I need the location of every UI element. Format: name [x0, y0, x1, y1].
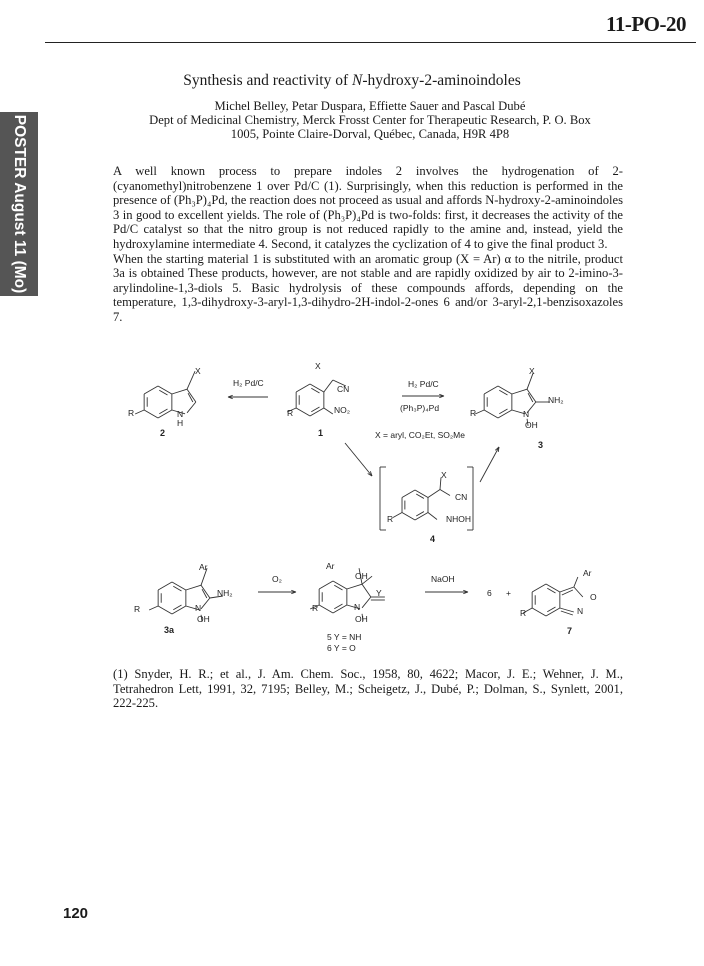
ring-bond	[546, 584, 560, 592]
double-bond	[311, 388, 319, 393]
bond	[362, 584, 371, 597]
c3-x: X	[529, 366, 535, 376]
ring-bond	[333, 605, 347, 613]
c7-ar: Ar	[583, 568, 592, 578]
bond	[347, 605, 360, 609]
bond	[201, 585, 210, 598]
c2-h: H	[177, 418, 184, 428]
double-bond	[561, 611, 573, 615]
c2-label: 2	[160, 428, 166, 438]
double-bond	[159, 409, 167, 414]
bond	[560, 608, 574, 612]
ring-bond	[158, 606, 172, 614]
ring-bond	[333, 581, 347, 589]
ring-bond	[319, 581, 333, 589]
x-definition: X = aryl, CO₂Et, SO₂Me	[375, 430, 465, 440]
double-bond	[159, 390, 167, 395]
ring-bond	[144, 410, 158, 418]
ring-bond	[546, 608, 560, 616]
bond	[186, 585, 201, 590]
ring-bond	[158, 410, 172, 418]
c6-label: 6 Y = O	[327, 643, 356, 653]
c1-no2: NO₂	[334, 405, 351, 415]
c3-oh: OH	[525, 420, 538, 430]
ring-bond	[296, 408, 310, 416]
reference-1: (1) Snyder, H. R.; et al., J. Am. Chem. Soc., 1958, 80, 4622; Macor, J. E.; Wehner, J. M., Tetrahedron Lett, 1991, 32, 7195; Belley, M.; Scheigetz, J., Dubé, P.; Dolman, S., Synlett, 2001, 222-225.	[113, 667, 623, 711]
c4-x: X	[441, 470, 447, 480]
bond	[172, 410, 185, 414]
double-bond	[528, 393, 533, 402]
c1-r: R	[287, 408, 294, 418]
double-bond	[499, 409, 507, 414]
bond	[362, 614, 363, 621]
c3-r: R	[470, 408, 477, 418]
c5-y: Y	[376, 588, 382, 598]
c4-cn: CN	[455, 492, 468, 502]
c1-cn: CN	[337, 384, 350, 394]
c7-r: R	[520, 608, 527, 618]
ring-bond	[484, 386, 498, 394]
ring-bond	[415, 490, 428, 498]
bond	[186, 606, 199, 610]
ring-bond	[415, 513, 428, 521]
ring-bond	[498, 386, 512, 394]
bond	[172, 389, 187, 394]
c1-x: X	[315, 361, 321, 371]
c3a-oh: OH	[197, 614, 210, 624]
author-names: Michel Belley, Petar Duspara, Effiette Sauer and Pascal Dubé	[214, 99, 526, 113]
bond	[333, 380, 346, 386]
arrow-right-top: H₂ Pd/C	[408, 379, 439, 389]
ring-bond	[158, 386, 172, 394]
c3a-n: N	[195, 603, 202, 613]
arrow-head	[228, 397, 233, 399]
bond	[527, 419, 528, 426]
bond	[362, 576, 372, 584]
bond	[324, 408, 333, 414]
bond	[187, 402, 196, 413]
arrow-head	[370, 471, 372, 476]
arrow-head	[291, 592, 296, 594]
bond	[359, 568, 362, 584]
bond	[512, 410, 525, 414]
session-tab	[0, 112, 38, 296]
arrow-head	[228, 395, 233, 397]
c3-label: 3	[538, 440, 544, 450]
bond	[440, 478, 441, 490]
bond	[560, 587, 574, 592]
double-bond	[547, 607, 555, 612]
c3a-ar: Ar	[199, 562, 208, 572]
arrow-head	[495, 447, 499, 450]
affiliation-line-1: Dept of Medicinal Chemistry, Merck Frosst Center for Therapeutic Research, P. O. Box	[149, 112, 591, 127]
bond	[428, 490, 440, 498]
c3a-r: R	[134, 604, 141, 614]
r-bond	[310, 605, 319, 609]
ring-bond	[319, 605, 333, 613]
arrow-head	[291, 590, 296, 592]
bond	[187, 371, 195, 389]
abstract-body	[113, 164, 623, 325]
arrow-left-label: H₂ Pd/C	[233, 378, 264, 388]
c4-label: 4	[430, 534, 436, 544]
bond	[362, 597, 371, 608]
double-bond	[416, 494, 424, 498]
bond	[527, 373, 533, 389]
title-text-end: -hydroxy-2-aminoindoles	[362, 72, 521, 89]
c2-r: R	[128, 408, 135, 418]
arrow-right-bottom: (Ph₃P)₄Pd	[400, 403, 440, 413]
reaction-arrow	[345, 443, 372, 476]
bond	[574, 577, 578, 587]
double-bond	[188, 393, 193, 402]
ring-bond	[296, 384, 310, 392]
ring-bond	[498, 410, 512, 418]
paragraph: A well known process to prepare indoles 2 involves the hydrogenation of 2-(cyanomethyl)nitrobenzene 1 over Pd/C (1). Surprisingly, when this reduction is performed in the presence of (Ph₃P)₄Pd, the reaction does not proceed as usual and affords N-hydroxy-2-aminoindoles 3 in good to excellent yields. The role of (Ph₃P)₄Pd is two-folds: first, it decreases the activity of the Pd/C catalyst so that the nitro group is not reduced rapidly to the amine and, instead, yield the hydroxylamine intermediate 4. Second, it catalyzes the cyclization of 4 to give the final product 3.	[113, 164, 623, 251]
bond	[523, 608, 532, 613]
r-bond	[149, 606, 158, 610]
bond	[347, 584, 362, 589]
ring-bond	[172, 582, 186, 590]
c5-n: N	[354, 602, 361, 612]
ring-bond	[158, 582, 172, 590]
c2-x: X	[195, 366, 201, 376]
c7-label: 7	[567, 626, 573, 636]
bond	[324, 380, 333, 392]
c2-n: N	[177, 409, 184, 419]
c5-r: R	[312, 603, 319, 613]
arrow-naoh-label: NaOH	[431, 574, 455, 584]
c7-n: N	[577, 606, 584, 616]
bond	[210, 596, 223, 598]
double-bond	[173, 605, 181, 610]
c7-o: O	[590, 592, 597, 602]
reaction-arrow	[480, 447, 499, 482]
arrow-head	[463, 590, 468, 592]
c1-label: 1	[318, 428, 324, 438]
bond	[428, 513, 437, 520]
double-bond	[547, 588, 555, 593]
abstract-code: 11-PO-20	[606, 12, 686, 36]
double-bond	[499, 390, 507, 395]
c4-r: R	[387, 514, 394, 524]
bond	[287, 408, 296, 412]
double-bond	[334, 585, 342, 590]
bond	[201, 598, 210, 609]
ring-bond	[144, 386, 158, 394]
arrow-head	[439, 396, 444, 398]
r-bond	[475, 410, 484, 414]
double-bond	[173, 586, 181, 591]
c3a-label: 3a	[164, 625, 175, 635]
affiliation-line-2: 1005, Pointe Claire-Dorval, Québec, Canada, H9R 4P8	[230, 126, 510, 141]
bond	[393, 513, 402, 518]
ring-bond	[532, 584, 546, 592]
r-bond	[135, 410, 144, 414]
bond	[201, 568, 207, 585]
c5-label: 5 Y = NH	[327, 632, 362, 642]
bond	[201, 615, 202, 622]
bond	[527, 402, 536, 413]
c5-ar: Ar	[326, 561, 335, 571]
bond	[574, 587, 583, 597]
ring-bond	[172, 606, 186, 614]
session-tab-label: POSTER August 11 (Mo)	[11, 114, 28, 294]
product-6: 6	[487, 588, 492, 598]
c4-nhoh: NHOH	[446, 514, 472, 524]
arrow-head	[498, 447, 499, 452]
c5-oh: OH	[355, 614, 368, 624]
c5-oh-top: OH	[355, 571, 368, 581]
ring-bond	[402, 490, 415, 498]
plus-sign: +	[506, 588, 511, 598]
arrow-o2-label: O₂	[272, 574, 282, 584]
author-block	[100, 100, 640, 141]
arrow-head	[439, 394, 444, 396]
bond	[527, 389, 536, 402]
c3-nh2: NH₂	[548, 395, 564, 405]
bond	[512, 389, 527, 394]
bond	[187, 389, 196, 402]
ring-bond	[310, 384, 324, 392]
ring-bond	[310, 408, 324, 416]
page-number: 120	[63, 905, 89, 922]
ring-bond	[402, 513, 415, 521]
title-italic: N	[351, 72, 363, 89]
paper-title	[0, 72, 704, 90]
double-bond	[334, 604, 342, 609]
double-bond	[311, 407, 319, 412]
ring-bond	[484, 410, 498, 418]
ring-bond	[532, 608, 546, 616]
double-bond	[416, 512, 424, 516]
paragraph: When the starting material 1 is substituted with an aromatic group (X = Ar) α to the nitrile, product 3a is obtained These products, however, are not stable and are rapidly oxidized by air to 2-imino-3-arylindoline-1,3-diols 5. Basic hydrolysis of these compounds affords, depending on the temperature, 1,3-dihydroxy-3-aryl-1,3-dihydro-2H-indol-2-ones 6 and/or 3-aryl-2,1-benzisoxazoles 7.	[113, 251, 623, 324]
arrow-head	[368, 473, 372, 476]
header-rule	[45, 42, 696, 43]
arrow-head	[463, 592, 468, 594]
bond	[440, 490, 450, 496]
c3a-nh2: NH₂	[217, 588, 233, 598]
double-bond	[202, 589, 207, 598]
title-text: Synthesis and reactivity of	[183, 72, 352, 89]
double-bond	[562, 590, 573, 595]
c3-n: N	[523, 409, 530, 419]
